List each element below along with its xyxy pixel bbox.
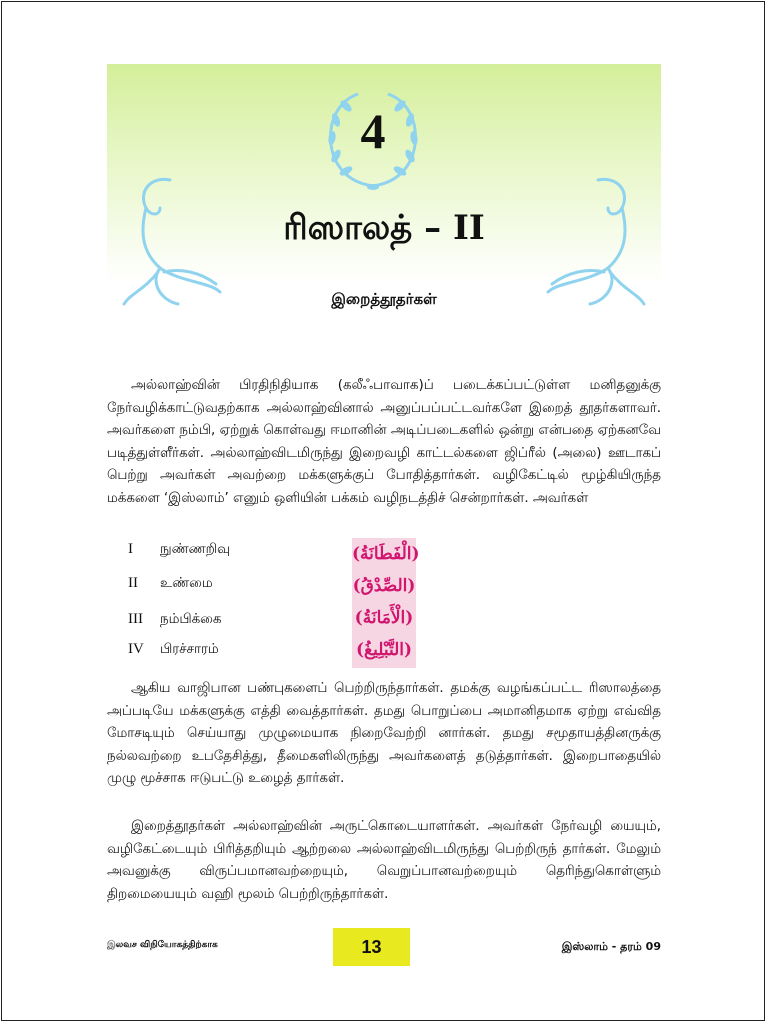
attributes-paragraph-text: ஆகிய வாஜிபான பண்புகளைப் பெற்றிருந்தார்கள். தமக்கு வழங்கப்பட்ட ரிஸாலத்தை அப்படியே மக்களுக்கு எத்தி வைத்தார்கள். தமது பொறுப்பை அமானிதமாக ஏற்று எவ்வித மோசடியும் செய்யாது முழுமையாக நிறைவேற்றி னார்கள். தமது சமூதாயத்தினருக்கு நல்லவற்றை உபதேசித்து, தீமைகளிலிருந்து அவர்களைத் தடுத்தார்கள். இறைபாதையில் முழு மூச்சாக ஈடுபட்டு உழைத் தார்கள். xyxy=(107,681,661,786)
intro-paragraph xyxy=(107,375,661,510)
list-item-number: II xyxy=(128,575,138,591)
messengers-paragraph-text: இறைத்தூதர்கள் அல்லாஹ்வின் அருட்கொடையாளர்கள். அவர்கள் நேர்வழி யையும், வழிகேட்டையும் பிரித்தறியும் ஆற்றலை அல்லாஹ்விடமிருந்து பெற்றிருந் தார்கள். மேலும் அவனுக்கு விருப்பமானவற்றையும், வெறுப்பானவற்றையும் தெரிந்துகொள்ளும் திறமையையும் வஹி மூலம் பெற்றிருந்தார்கள். xyxy=(107,819,661,902)
arabic-term: (التَّبْلِيغُ) xyxy=(355,640,413,660)
list-item-number: IV xyxy=(128,641,144,657)
page-number: 13 xyxy=(333,928,410,966)
list-item-term: நுண்ணறிவு xyxy=(160,542,230,557)
arabic-term: (الْفَطَانَةُ) xyxy=(352,544,420,564)
list-item-term: நம்பிக்கை xyxy=(160,612,222,627)
footer-subject-grade: இஸ்லாம் - தரம் 09 xyxy=(561,940,661,953)
list-item-number: I xyxy=(128,541,133,557)
list-item-number: III xyxy=(128,611,143,627)
attributes-paragraph xyxy=(107,678,661,791)
intro-paragraph-text: அல்லாஹ்வின் பிரதிநிதியாக (கலீஃபாவாக)ப் படைக்கப்பட்டுள்ள மனிதனுக்கு நேர்வழிக்காட்டுவதற்காக அல்லாஹ்வினால் அனுப்பப்பட்டவர்களே இறைத் தூதர்களாவர். அவர்களை நம்பி, ஏற்றுக் கொள்வது ஈமானின் அடிப்படைகளில் ஒன்று என்பதை ஏற்கனவே படித்துள்ளீர்கள். அல்லாஹ்விடமிருந்து இறைவழி காட்டல்களை ஜிப்ரீல் (அலை) ஊடாகப் பெற்று அவர்கள் அவற்றை மக்களுக்குப் போதித்தார்கள். வழிகேட்டில் மூழ்கியிருந்த மக்களை ‘இஸ்லாம்’ எனும் ஒளியின் பக்கம் வழிநடத்திச் சென்றார்கள். அவர்கள் xyxy=(107,378,661,506)
footer-free-distribution: இலவச விநியோகத்திற்காக xyxy=(107,940,218,950)
arabic-terms-box xyxy=(352,538,420,668)
chapter-number: 4 xyxy=(360,103,386,159)
chapter-title: ரிஸாலத் – II xyxy=(283,208,485,248)
list-item-term: பிரச்சாரம் xyxy=(160,642,219,657)
arabic-term: (الصِّدْقُ) xyxy=(352,576,416,596)
messengers-paragraph xyxy=(107,816,661,906)
chapter-subtitle: இறைத்தூதர்கள் xyxy=(331,290,437,308)
list-item-term: உண்மை xyxy=(160,576,213,591)
arabic-term: (الْأَمَانَةُ) xyxy=(354,608,414,628)
